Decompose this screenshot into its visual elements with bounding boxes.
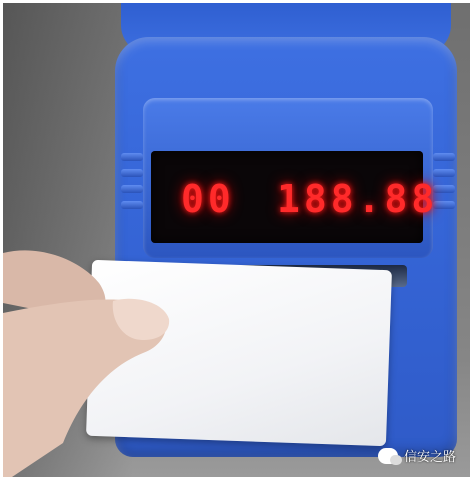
left-ridge — [121, 153, 143, 161]
left-ridge — [121, 201, 143, 209]
hand — [3, 243, 173, 477]
watermark-text: 信安之路 — [403, 450, 456, 465]
watermark — [378, 446, 456, 465]
display-left-digits: 00 — [181, 177, 235, 221]
led-display — [151, 151, 439, 243]
right-ridge — [433, 169, 455, 177]
wechat-icon — [378, 448, 398, 464]
photo — [3, 3, 470, 477]
right-ridge — [433, 153, 455, 161]
left-ridge — [121, 169, 143, 177]
display-right-digits: 188.88 — [277, 177, 439, 221]
left-ridge — [121, 185, 143, 193]
